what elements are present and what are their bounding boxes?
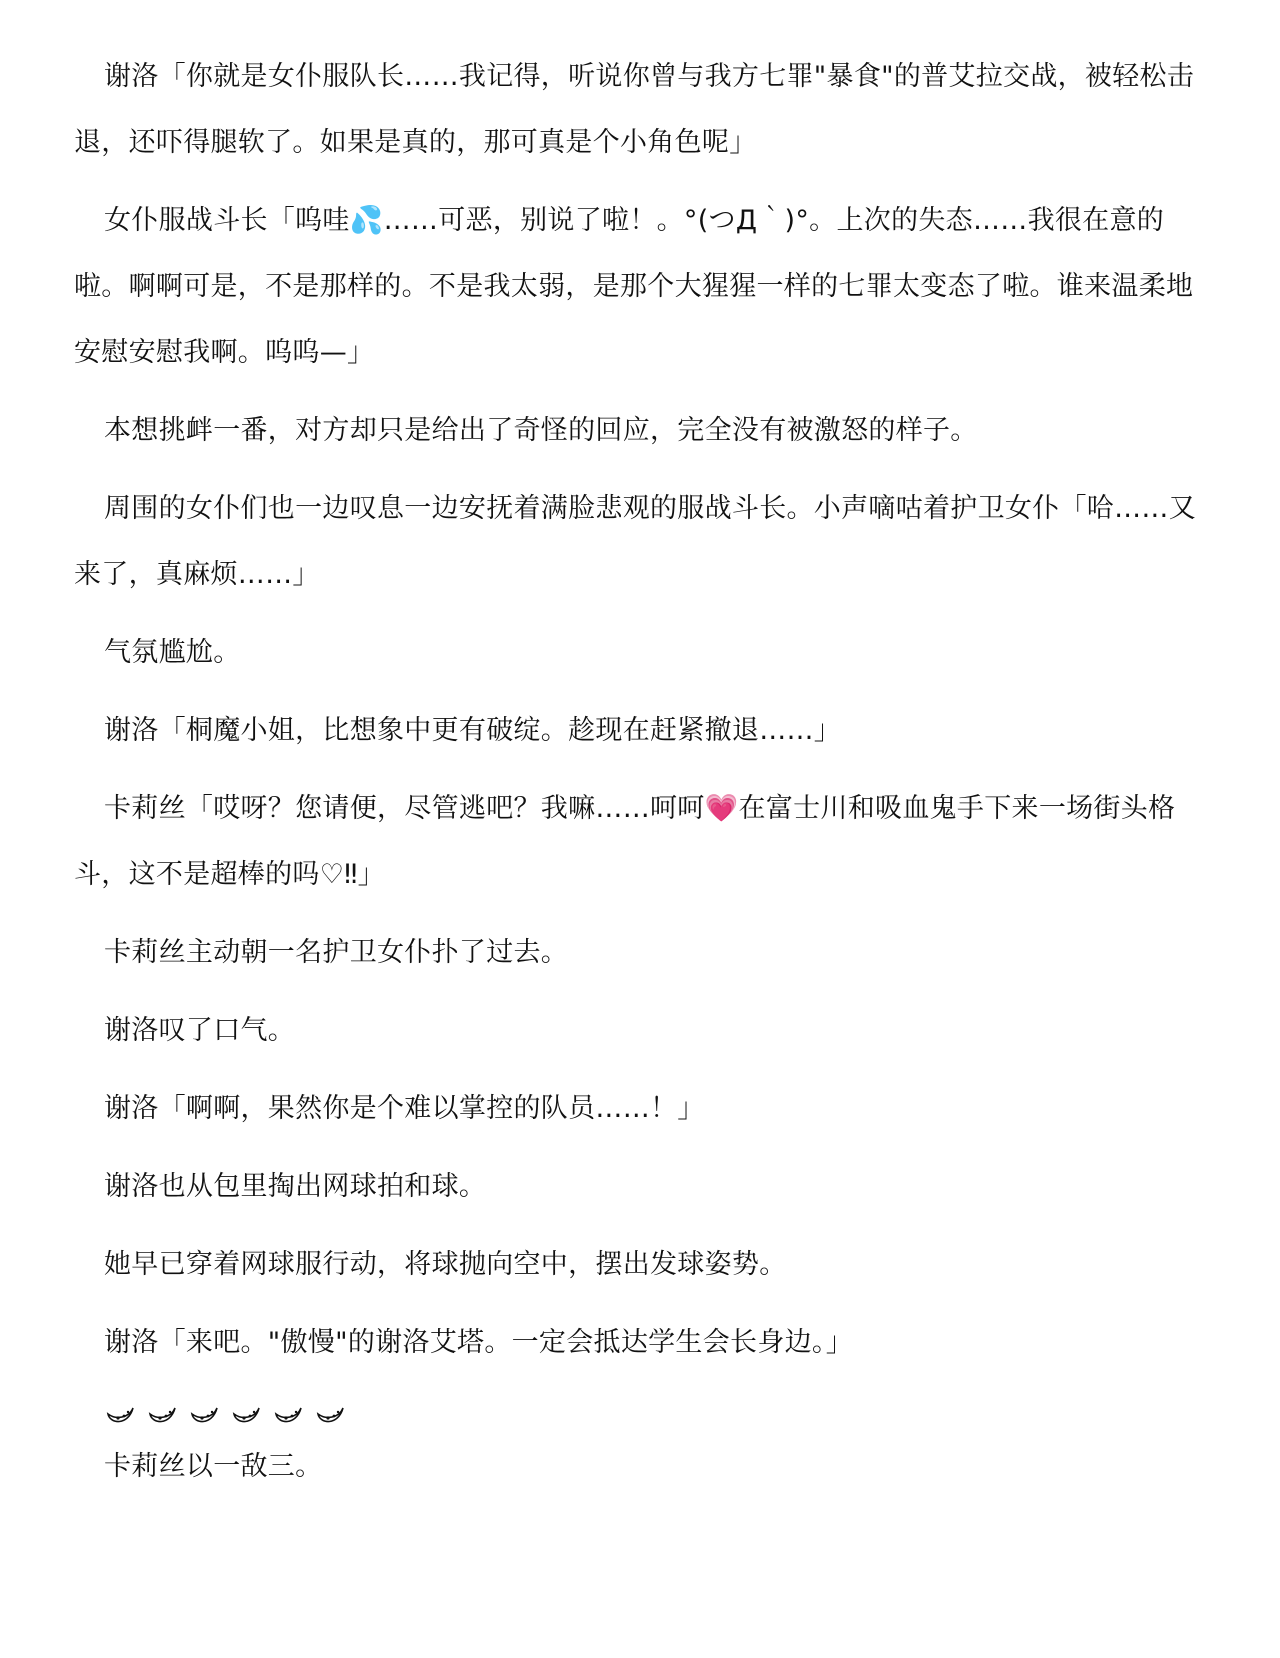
- paragraph: 卡莉丝「哎呀？您请便，尽管逃吧？我嘛……呵呵💗在富士川和吸血鬼手下来一场街头格斗，这不是超棒的吗♡‼」: [74, 793, 1176, 890]
- paragraph: 她早已穿着网球服行动，将球抛向空中，摆出发球姿势。: [104, 1249, 787, 1280]
- paragraph: 谢洛「桐魔小姐，比想象中更有破绽。趁现在赶紧撤退……」: [104, 715, 842, 746]
- moon-icon: [230, 1396, 262, 1428]
- moon-icon: [188, 1396, 220, 1428]
- moon-icon: [146, 1396, 178, 1428]
- paragraph: 谢洛叹了口气。: [104, 1015, 296, 1046]
- paragraph: 谢洛「来吧。"傲慢"的谢洛艾塔。一定会抵达学生会长身边。」: [104, 1327, 854, 1358]
- paragraph: 谢洛「你就是女仆服队长……我记得，听说你曾与我方七罪"暴食"的普艾拉交战，被轻松击退，还吓得腿软了。如果是真的，那可真是个小角色呢」: [74, 61, 1195, 158]
- moon-icon: [272, 1396, 304, 1428]
- moon-icon: [104, 1396, 136, 1428]
- paragraph: 周围的女仆们也一边叹息一边安抚着满脸悲观的服战斗长。小声嘀咕着护卫女仆「哈……又来了，真麻烦……」: [74, 493, 1196, 590]
- scene-separator: [74, 1390, 1204, 1434]
- paragraph: 卡莉丝主动朝一名护卫女仆扑了过去。: [104, 937, 569, 968]
- paragraph: 本想挑衅一番，对方却只是给出了奇怪的回应，完全没有被激怒的样子。: [104, 415, 978, 446]
- closing-paragraph: 卡莉丝以一敌三。: [104, 1451, 323, 1482]
- paragraph: 女仆服战斗长「呜哇💦……可恶，别说了啦！。°(つД｀)°。上次的失态……我很在意的啦。啊啊可是，不是那样的。不是我太弱，是那个大猩猩一样的七罪太变态了啦。谁来温柔地安慰安慰我啊。呜呜—」: [74, 205, 1194, 368]
- paragraph: 谢洛「啊啊，果然你是个难以掌控的队员……！」: [104, 1093, 705, 1124]
- paragraph: 谢洛也从包里掏出网球拍和球。: [104, 1171, 487, 1202]
- document-page: [74, 44, 1204, 1500]
- paragraph: 气氛尴尬。: [104, 637, 241, 668]
- moon-icon: [314, 1396, 346, 1428]
